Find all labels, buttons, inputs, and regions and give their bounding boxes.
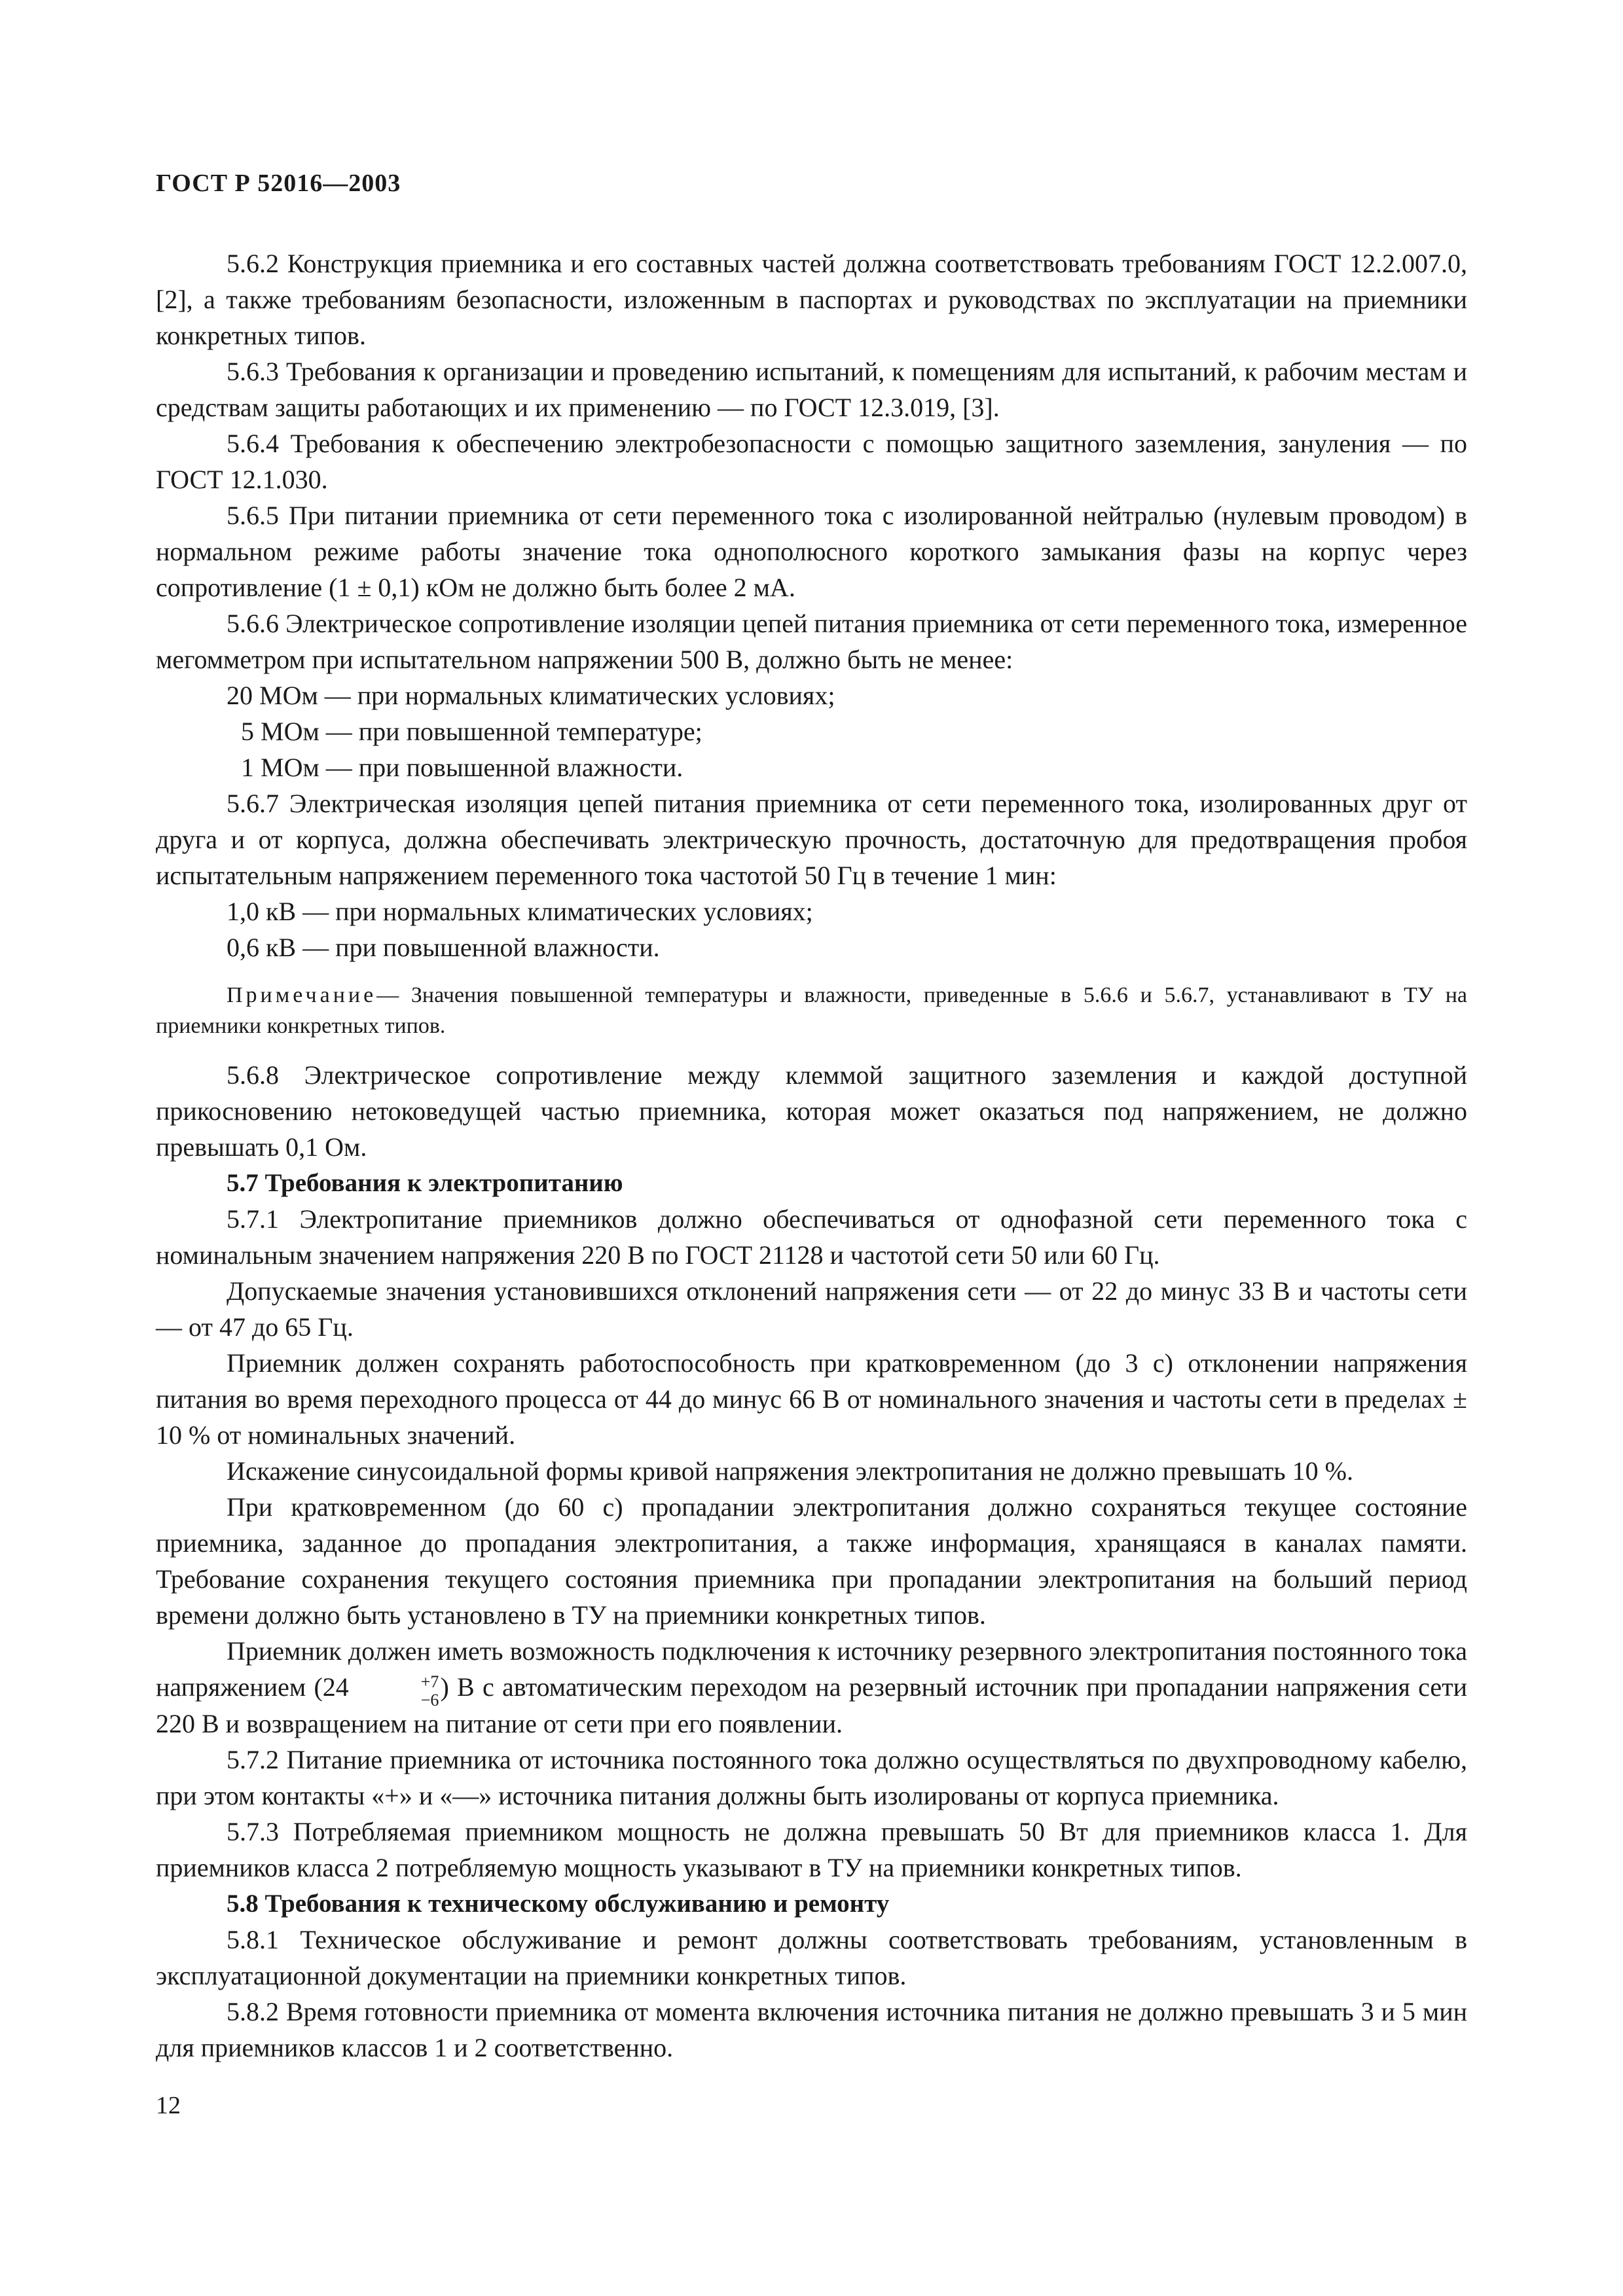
paragraph-5-8-2: 5.8.2 Время готовности приемника от момента включения источника питания не должно превышать 3 и 5 мин для приемников классов 1 и 2 соответственно. (156, 1996, 1467, 2062)
document-code-header: ГОСТ Р 52016—2003 (156, 170, 401, 197)
paragraph-backup-power (156, 1633, 1467, 1742)
list-item: 20 МОм — при нормальных климатических условиях; (227, 681, 835, 710)
section-heading-5-7: 5.7 Требования к электропитанию (227, 1169, 623, 1197)
section-heading-5-8: 5.8 Требования к техническому обслуживанию и ремонту (227, 1889, 890, 1918)
paragraph-5-6-8: 5.6.8 Электрическое сопротивление между клеммой защитного заземления и каждой доступной прикосновению нетоковедущей частью приемника, которая может оказаться под напряжением, не должно превышать 0,1 Ом. (156, 1060, 1467, 1162)
document-body (156, 245, 1467, 2066)
voltage-tolerance (350, 1672, 439, 1710)
list-item: 1,0 кВ — при нормальных климатических условиях; (227, 897, 813, 926)
page-number: 12 (156, 2092, 181, 2119)
paragraph-transient: Приемник должен сохранять работоспособность при кратковременном (до 3 с) отклонении напряжения питания во время переходного процесса от 44 до минус 66 В от номинального значения и частоты сети в пределах ± 10 % от номинальных значений. (156, 1348, 1467, 1450)
paragraph-5-7-3: 5.7.3 Потребляемая приемником мощность не должна превышать 50 Вт для приемников класса 1. Для приемников класса 2 потребляемую мощность указывают в ТУ на приемники конкретных типов. (156, 1816, 1467, 1882)
paragraph-5-6-5: 5.6.5 При питании приемника от сети переменного тока с изолированной нейтралью (нулевым проводом) в нормальном режиме работы значение тока однополюсного короткого замыкания фазы на корпус через сопротивление (1 ± 0,1) кОм не должно быть более 2 мА. (156, 501, 1467, 602)
list-item: 1 МОм — при повышенной влажности. (241, 753, 684, 782)
paragraph-5-6-7: 5.6.7 Электрическая изоляция цепей питания приемника от сети переменного тока, изолированных друг от друга и от корпуса, должна обеспечивать электрическую прочность, достаточную для предотвращения пробоя испытательным напряжением переменного тока частотой 50 Гц в течение 1 мин: (156, 789, 1467, 890)
tolerance-plus: +7 (420, 1672, 439, 1691)
tolerance-minus: −6 (420, 1690, 439, 1710)
note-label: Примечание (227, 983, 377, 1007)
note-text: — Значения повышенной температуры и влажности, приведенные в 5.6.6 и 5.6.7, устанавливают в ТУ на приемники конкретных типов. (156, 983, 1467, 1038)
paragraph-voltage-deviation: Допускаемые значения установившихся отклонений напряжения сети — от 22 до минус 33 В и частоты сети — от 47 до 65 Гц. (156, 1276, 1467, 1342)
paragraph-5-6-2: 5.6.2 Конструкция приемника и его составных частей должна соответствовать требованиям ГОСТ 12.2.007.0, [2], а также требованиям безопасности, изложенным в паспортах и руководствах по эксплуатации на приемники конкретных типов. (156, 249, 1467, 350)
paragraph-distortion: Искажение синусоидальной формы кривой напряжения электропитания не должно превышать 10 %. (227, 1456, 1353, 1486)
paragraph-5-7-1: 5.7.1 Электропитание приемников должно обеспечиваться от однофазной сети переменного тока с номинальным значением напряжения 220 В по ГОСТ 21128 и частотой сети 50 или 60 Гц. (156, 1204, 1467, 1270)
backup-text-post: ) В с автоматическим переходом на резервный источник при пропадании напряжения сети 220 В и возвращением на питание от сети при его появлении. (156, 1672, 1467, 1738)
paragraph-5-6-4: 5.6.4 Требования к обеспечению электробезопасности с помощью защитного заземления, зануления — по ГОСТ 12.1.030. (156, 429, 1467, 494)
list-item: 0,6 кВ — при повышенной влажности. (227, 933, 660, 962)
note (156, 980, 1467, 1041)
paragraph-5-8-1: 5.8.1 Техническое обслуживание и ремонт должны соответствовать требованиям, установленным в эксплуатационной документации на приемники конкретных типов. (156, 1924, 1467, 1990)
paragraph-5-6-6: 5.6.6 Электрическое сопротивление изоляции цепей питания приемника от сети переменного тока, измеренное мегомметром при испытательном напряжении 500 В, должно быть не менее: (156, 609, 1467, 674)
paragraph-5-6-3: 5.6.3 Требования к организации и проведению испытаний, к помещениям для испытаний, к рабочим местам и средствам защиты работающих и их применению — по ГОСТ 12.3.019, [3]. (156, 357, 1467, 422)
paragraph-power-loss: При кратковременном (до 60 с) пропадании электропитания должно сохраняться текущее состояние приемника, заданное до пропадания электропитания, а также информация, хранящаяся в каналах памяти. Требование сохранения текущего состояния приемника при пропадании электропитания на больший период времени должно быть установлено в ТУ на приемники конкретных типов. (156, 1492, 1467, 1630)
backup-text-pre: Приемник должен иметь возможность подключения к источнику резервного электропитания постоянного тока напряжением (24 (156, 1636, 1467, 1702)
list-item: 5 МОм — при повышенной температуре; (241, 717, 702, 746)
paragraph-5-7-2: 5.7.2 Питание приемника от источника постоянного тока должно осуществляться по двухпроводному кабелю, при этом контакты «+» и «—» источника питания должны быть изолированы от корпуса приемника. (156, 1744, 1467, 1810)
